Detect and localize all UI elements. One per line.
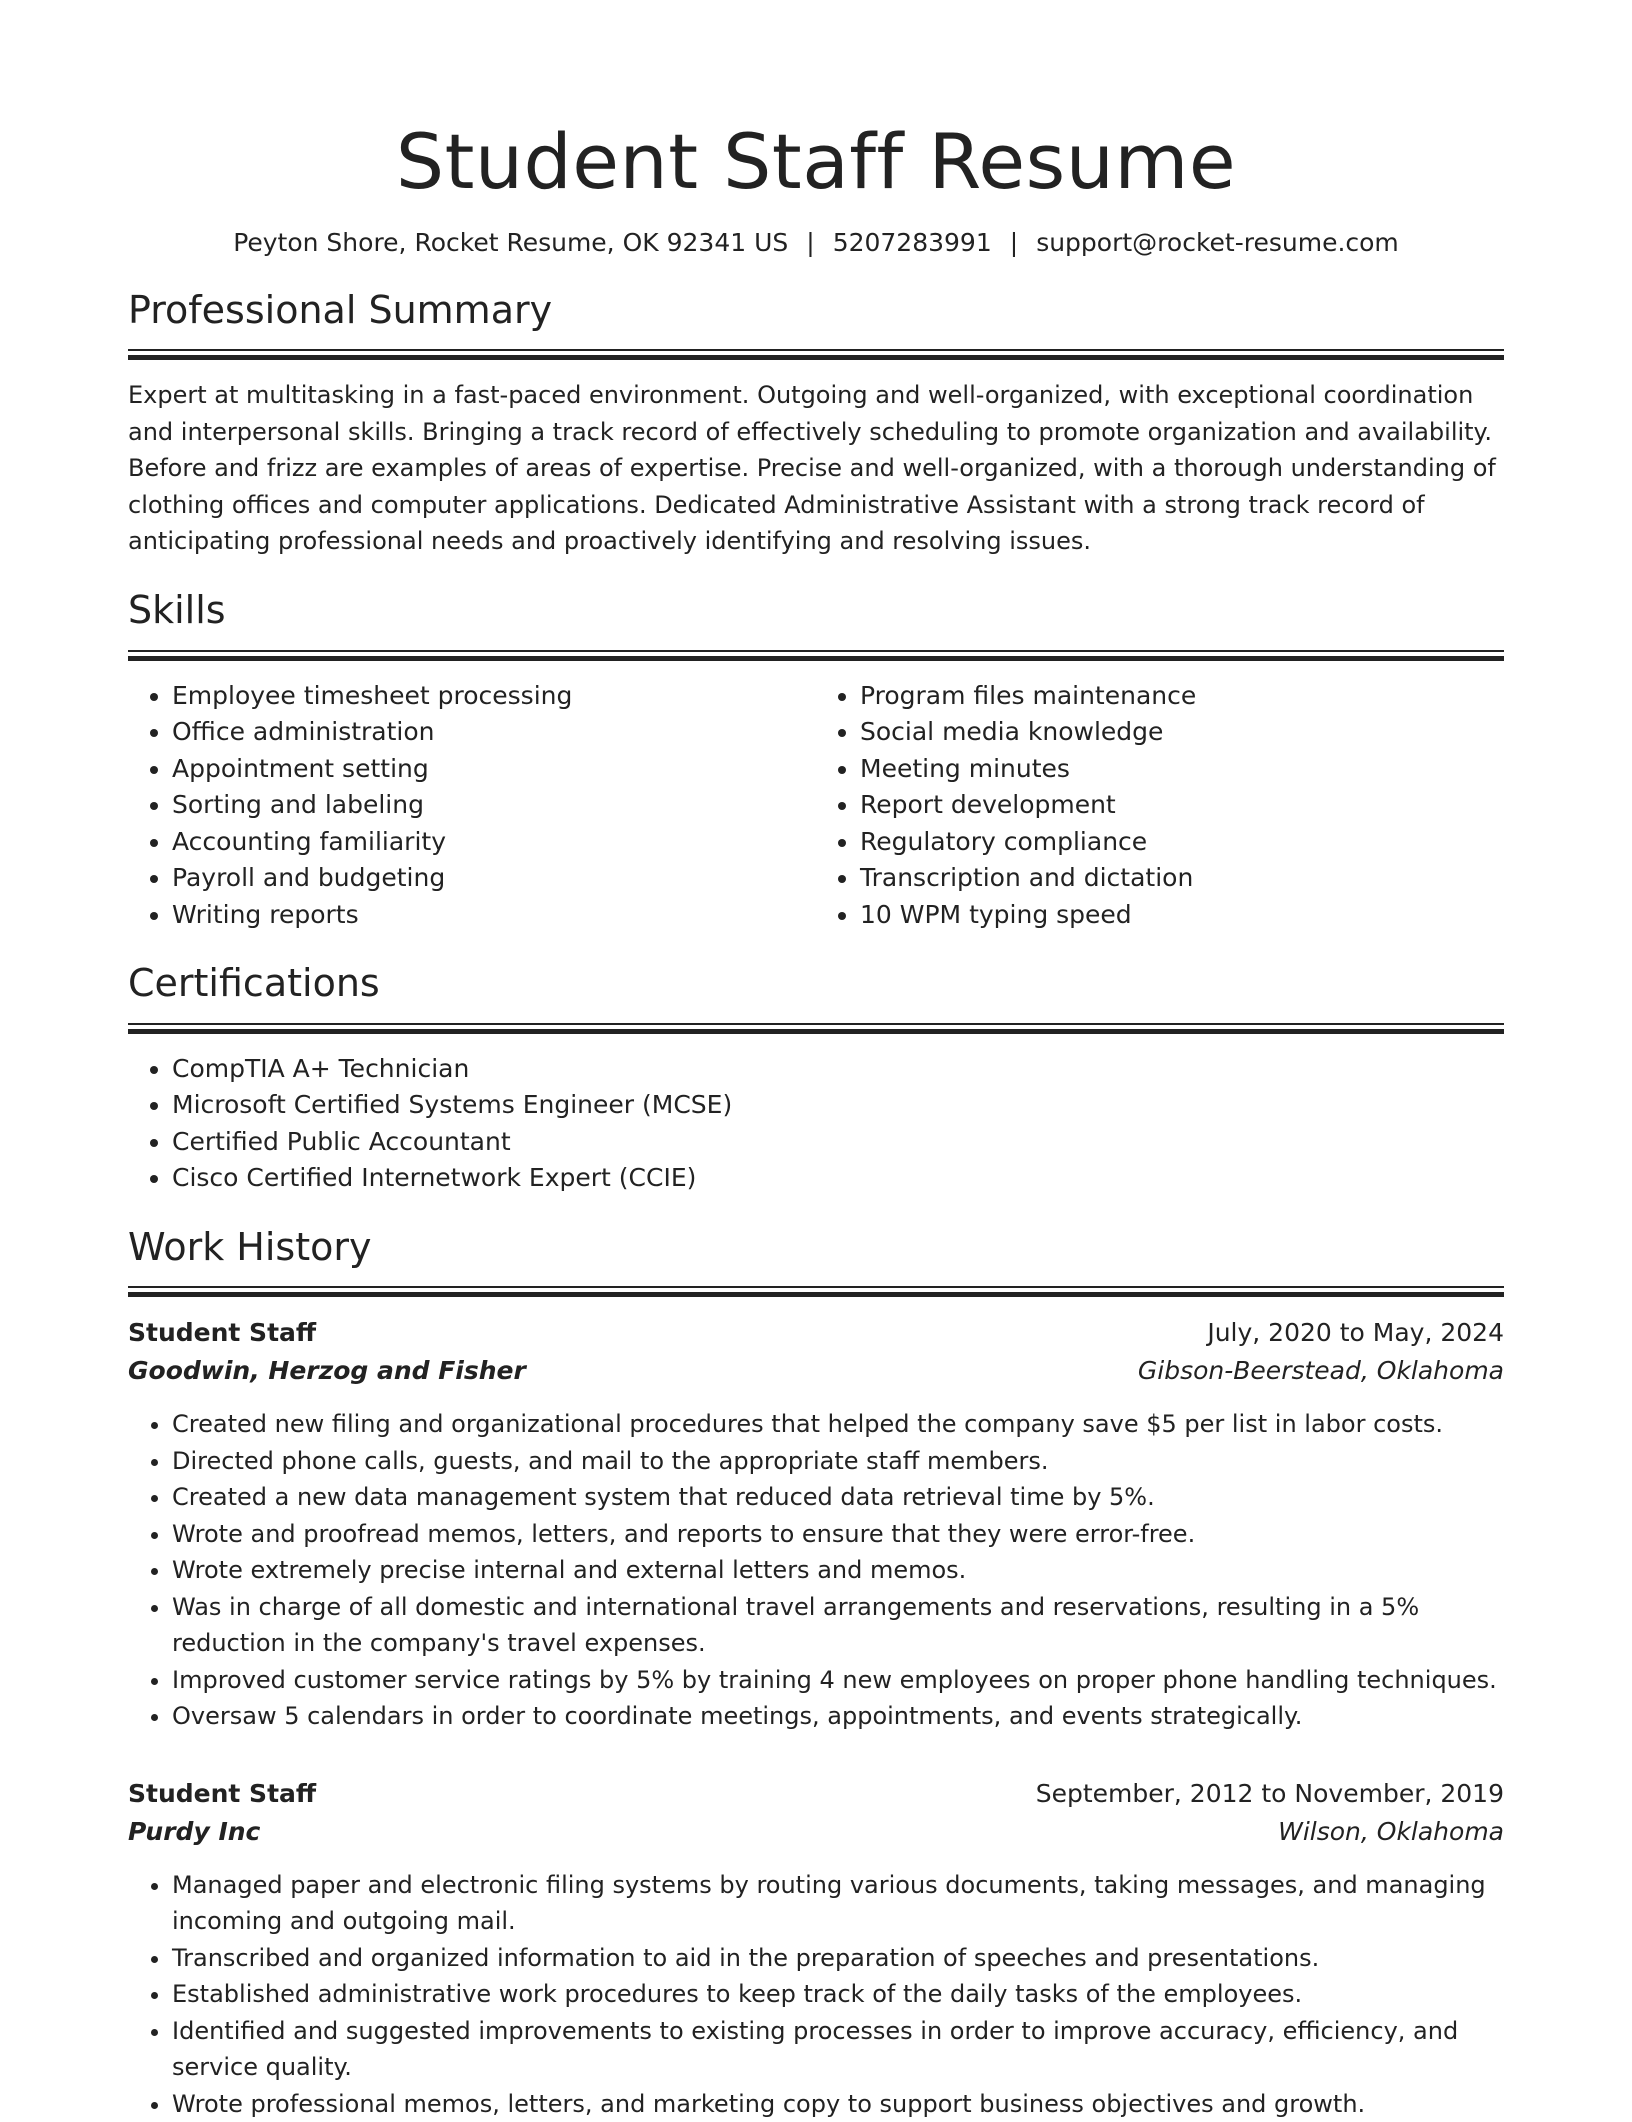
skill-item: • Writing reports (172, 897, 816, 934)
job-entry (128, 1314, 1504, 1735)
skills-columns (128, 678, 1504, 934)
job-entry (128, 1775, 1504, 2122)
job-bullet: • Transcribed and organized information to aid in the preparation of speeches and presentations. (172, 1940, 1504, 1977)
certification-item: • Certified Public Accountant (172, 1124, 1504, 1161)
skill-item: • Accounting familiarity (172, 824, 816, 861)
skill-item: • Transcription and dictation (860, 860, 1504, 897)
skill-item: • Social media knowledge (860, 714, 1504, 751)
job-company: Goodwin, Herzog and Fisher (128, 1356, 526, 1386)
section-divider (128, 1023, 1504, 1033)
contact-line (128, 227, 1504, 260)
skill-item: • Office administration (172, 714, 816, 751)
job-bullet: • Wrote extremely precise internal and external letters and memos. (172, 1552, 1504, 1589)
job-bullet: • Directed phone calls, guests, and mail to the appropriate staff members. (172, 1443, 1504, 1480)
contact-phone: 5207283991 (832, 228, 992, 258)
job-bullet: • Established administrative work procedures to keep track of the daily tasks of the employees. (172, 1976, 1504, 2013)
skill-item: • Report development (860, 787, 1504, 824)
job-bullet: • Wrote and proofread memos, letters, and reports to ensure that they were error-free. (172, 1516, 1504, 1553)
contact-email[interactable]: support@rocket-resume.com (1036, 228, 1399, 258)
contact-separator: | (1009, 228, 1019, 258)
job-bullets (128, 1406, 1504, 1735)
job-bullet: • Managed paper and electronic filing systems by routing various documents, taking messages, and managing incoming and outgoing mail. (172, 1867, 1504, 1940)
certifications-section (128, 961, 1504, 1197)
contact-address: Peyton Shore, Rocket Resume, OK 92341 US (233, 228, 789, 258)
skills-column-right (816, 678, 1504, 934)
section-heading-work-history: Work History (128, 1224, 372, 1269)
job-dates: September, 2012 to November, 2019 (1035, 1778, 1504, 1808)
section-divider (128, 349, 1504, 359)
summary-text: Expert at multitasking in a fast-paced environment. Outgoing and well-organized, with exceptional coordination and interpersonal skills. Bringing a track record of effectively scheduling to promote organization and availability. Before and frizz are examples of areas of expertise. Precise and well-organized, with a thorough understanding of clothing offices and computer applications. Dedicated Administrative Assistant with a strong track record of anticipating professional needs and proactively identifying and resolving issues. (128, 381, 1496, 556)
contact-separator: | (806, 228, 815, 258)
job-bullet: • Was in charge of all domestic and international travel arrangements and reservations, resulting in a 5% reduction in the company's travel expenses. (172, 1589, 1504, 1662)
certification-item: • Cisco Certified Internetwork Expert (CCIE) (172, 1160, 1504, 1197)
skill-item: • Appointment setting (172, 751, 816, 788)
job-bullets (128, 1867, 1504, 2122)
job-bullet: • Identified and suggested improvements to existing processes in order to improve accuracy, efficiency, and service quality. (172, 2013, 1504, 2086)
skills-column-left (128, 678, 816, 934)
section-divider (128, 650, 1504, 660)
summary-section (128, 288, 1504, 560)
job-location: Wilson, Oklahoma (1278, 1816, 1504, 1846)
work-history-section (128, 1225, 1504, 2122)
certification-item: • CompTIA A+ Technician (172, 1051, 1504, 1088)
skill-item: • Regulatory compliance (860, 824, 1504, 861)
skill-item: • 10 WPM typing speed (860, 897, 1504, 934)
job-bullet: • Created a new data management system that reduced data retrieval time by 5%. (172, 1479, 1504, 1516)
skill-item: • Sorting and labeling (172, 787, 816, 824)
job-bullet: • Oversaw 5 calendars in order to coordinate meetings, appointments, and events strategically. (172, 1698, 1504, 1735)
section-heading-summary: Professional Summary (128, 287, 553, 332)
job-bullet: • Wrote professional memos, letters, and marketing copy to support business objectives and growth. (172, 2086, 1504, 2122)
section-heading-certifications: Certifications (128, 961, 380, 1006)
job-title: Student Staff (128, 1778, 317, 1808)
certifications-list (128, 1051, 1504, 1197)
job-bullet: • Created new filing and organizational procedures that helped the company save $5 per list in labor costs. (172, 1406, 1504, 1443)
skills-section (128, 588, 1504, 933)
job-dates: July, 2020 to May, 2024 (1207, 1318, 1504, 1348)
certification-item: • Microsoft Certified Systems Engineer (MCSE) (172, 1087, 1504, 1124)
section-divider (128, 1286, 1504, 1296)
skill-item: • Payroll and budgeting (172, 860, 816, 897)
job-location: Gibson-Beerstead, Oklahoma (1137, 1356, 1504, 1386)
skill-item: • Employee timesheet processing (172, 678, 816, 715)
job-bullet: • Improved customer service ratings by 5% by training 4 new employees on proper phone handling techniques. (172, 1662, 1504, 1699)
job-title: Student Staff (128, 1318, 317, 1348)
skill-item: • Meeting minutes (860, 751, 1504, 788)
resume-title: Student Staff Resume (395, 117, 1237, 206)
job-company: Purdy Inc (128, 1816, 261, 1846)
section-heading-skills: Skills (128, 587, 226, 632)
skill-item: • Program files maintenance (860, 678, 1504, 715)
